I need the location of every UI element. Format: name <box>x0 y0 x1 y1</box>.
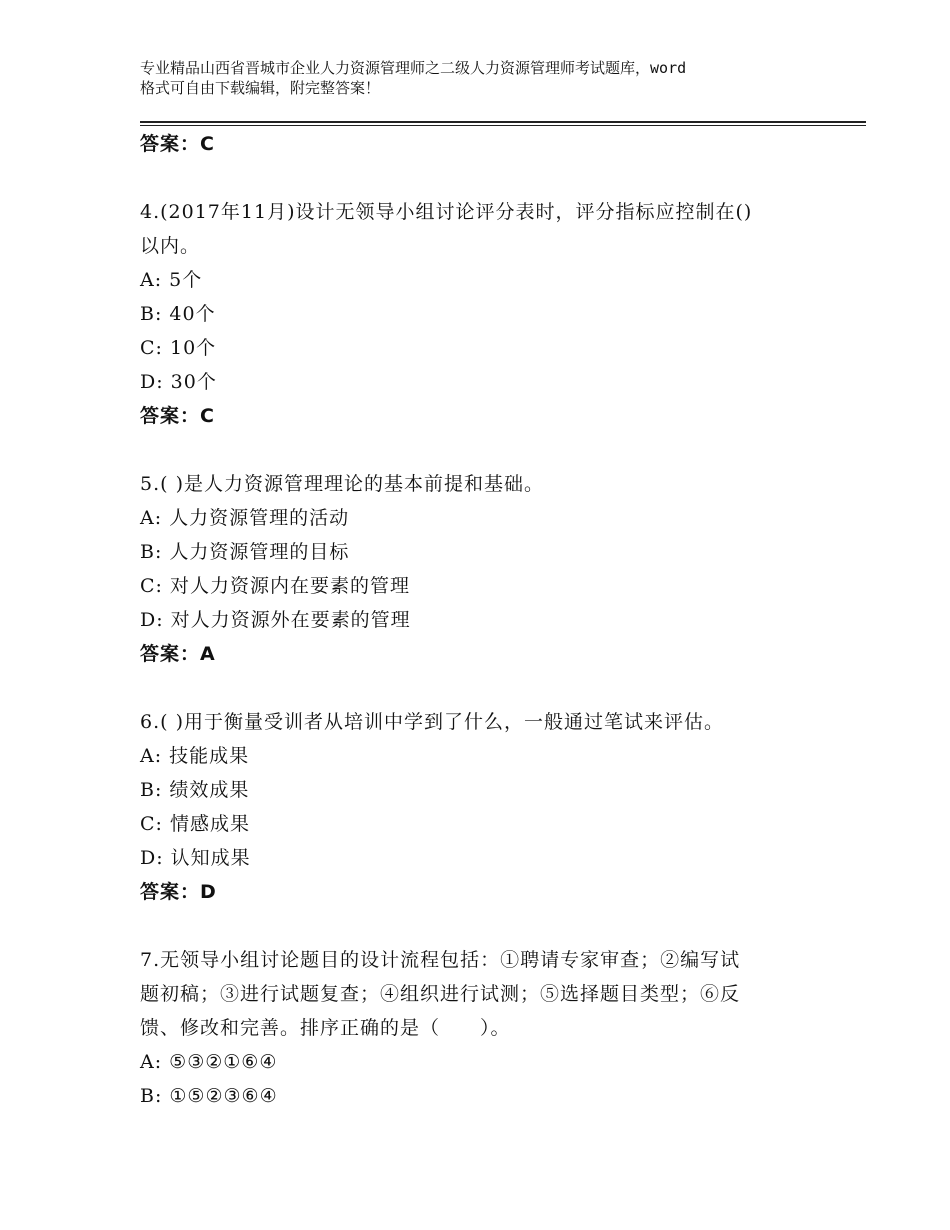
option-a: A: 技能成果 <box>140 745 250 767</box>
question-6 <box>140 705 830 909</box>
question-stem-line: 6.( )用于衡量受训者从培训中学到了什么，一般通过笔试来评估。 <box>140 711 724 733</box>
option-b: B: 人力资源管理的目标 <box>140 541 350 563</box>
option-a: A: ⑤③②①⑥④ <box>140 1051 278 1073</box>
option-a: A: 人力资源管理的活动 <box>140 507 350 529</box>
question-answer: 答案：A <box>140 643 216 665</box>
question-7 <box>140 943 830 1113</box>
previous-question-answer: 答案：C <box>140 133 215 155</box>
question-answer: 答案：C <box>140 405 215 427</box>
option-d: D: 认知成果 <box>140 847 251 869</box>
question-list <box>140 125 830 1113</box>
question-answer: 答案：D <box>140 881 217 903</box>
question-4 <box>140 195 830 433</box>
question-stem-line: 5.( )是人力资源管理理论的基本前提和基础。 <box>140 473 544 495</box>
question-stem-line: 题初稿；③进行试题复查；④组织进行试测；⑤选择题目类型；⑥反 <box>140 983 741 1005</box>
option-b: B: 绩效成果 <box>140 779 250 801</box>
option-a: A: 5个 <box>140 269 203 291</box>
header-title-line-2: 格式可自由下载编辑，附完整答案！ <box>140 79 381 97</box>
option-d: D: 对人力资源外在要素的管理 <box>140 609 411 631</box>
question-stem-line: 4.(2017年11月)设计无领导小组讨论评分表时，评分指标应控制在() <box>140 201 753 223</box>
header-rule-thick <box>140 121 866 123</box>
option-c: C: 10个 <box>140 337 217 359</box>
option-b: B: ①⑤②③⑥④ <box>140 1085 278 1107</box>
question-stem-line: 以内。 <box>140 235 201 257</box>
option-d: D: 30个 <box>140 371 217 393</box>
question-5 <box>140 467 830 671</box>
option-b: B: 40个 <box>140 303 216 325</box>
document-header <box>140 58 830 98</box>
question-stem-line: 7.无领导小组讨论题目的设计流程包括：①聘请专家审查；②编写试 <box>140 949 741 971</box>
option-c: C: 情感成果 <box>140 813 250 835</box>
question-stem-line: 馈、修改和完善。排序正确的是（ ）。 <box>140 1017 511 1039</box>
header-title-line-1: 专业精品山西省晋城市企业人力资源管理师之二级人力资源管理师考试题库，word <box>140 59 687 77</box>
option-c: C: 对人力资源内在要素的管理 <box>140 575 410 597</box>
